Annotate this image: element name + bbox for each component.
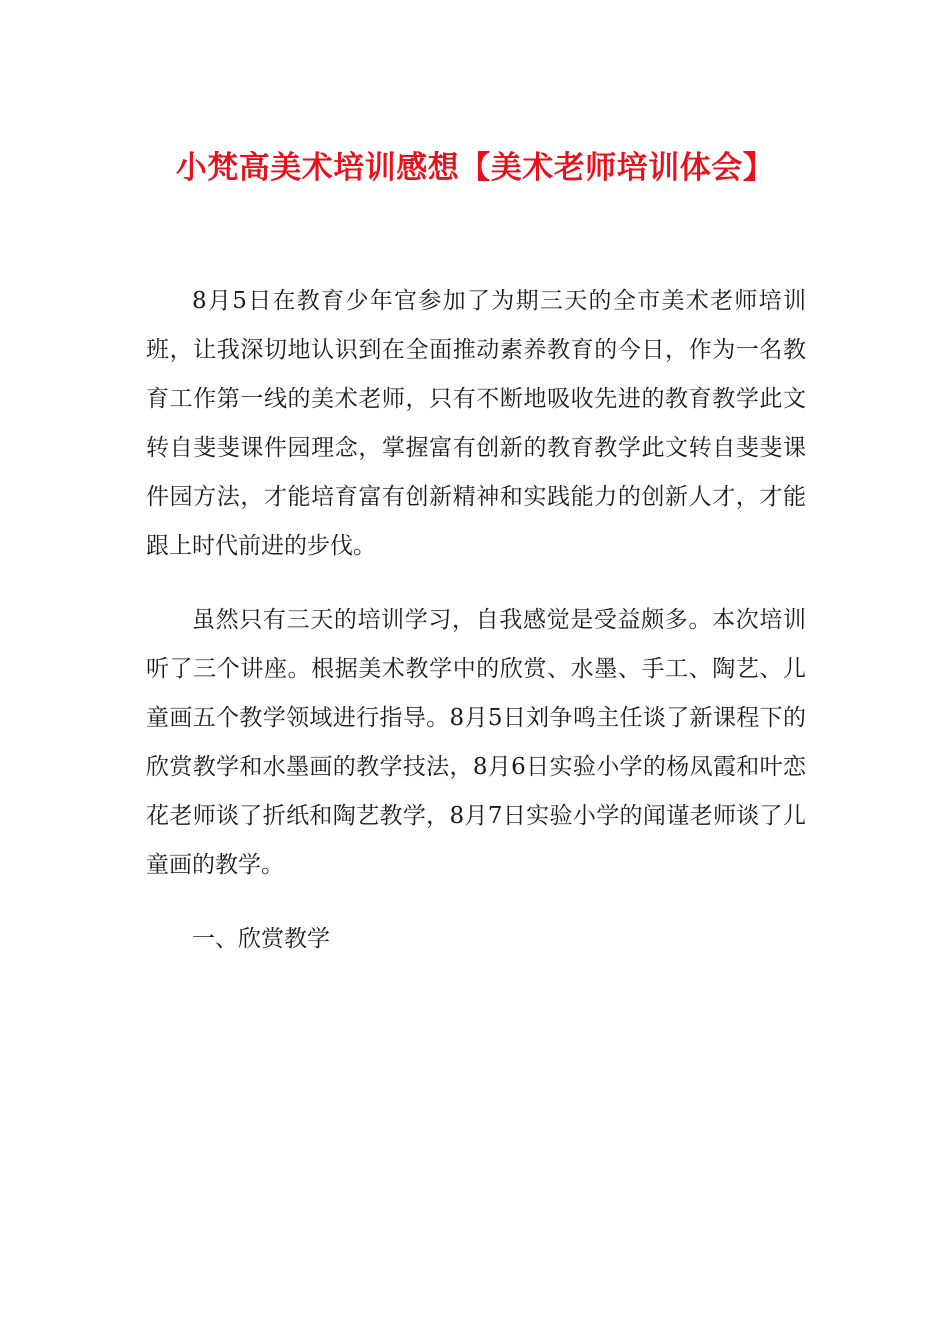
- paragraph-text: 8月5日在教育少年官参加了为期三天的全市美术老师培训班，让我深切地认识到在全面推动素养教育的今日，作为一名教育工作第一线的美术老师，只有不断地吸收先进的教育教学此文转自斐斐课件园理念，掌握富有创新的教育教学此文转自斐斐课件园方法，才能培育富有创新精神和实践能力的创新人才，才能跟上时代前进的步伐。: [146, 288, 806, 559]
- paragraph-text: 虽然只有三天的培训学习，自我感觉是受益颇多。本次培训听了三个讲座。根据美术教学中的欣赏、水墨、手工、陶艺、儿童画五个教学领域进行指导。8月5日刘争鸣主任谈了新课程下的欣赏教学和水墨画的教学技法，8月6日实验小学的杨凤霞和叶恋花老师谈了折纸和陶艺教学，8月7日实验小学的闻谨老师谈了儿童画的教学。: [146, 607, 806, 878]
- section-heading: 一、欣赏教学: [192, 926, 330, 952]
- paragraph-1: [146, 277, 806, 571]
- document-title: 小梵高美术培训感想【美术老师培训体会】: [175, 150, 775, 186]
- paragraph-2: [146, 596, 806, 890]
- document-body: [146, 277, 806, 964]
